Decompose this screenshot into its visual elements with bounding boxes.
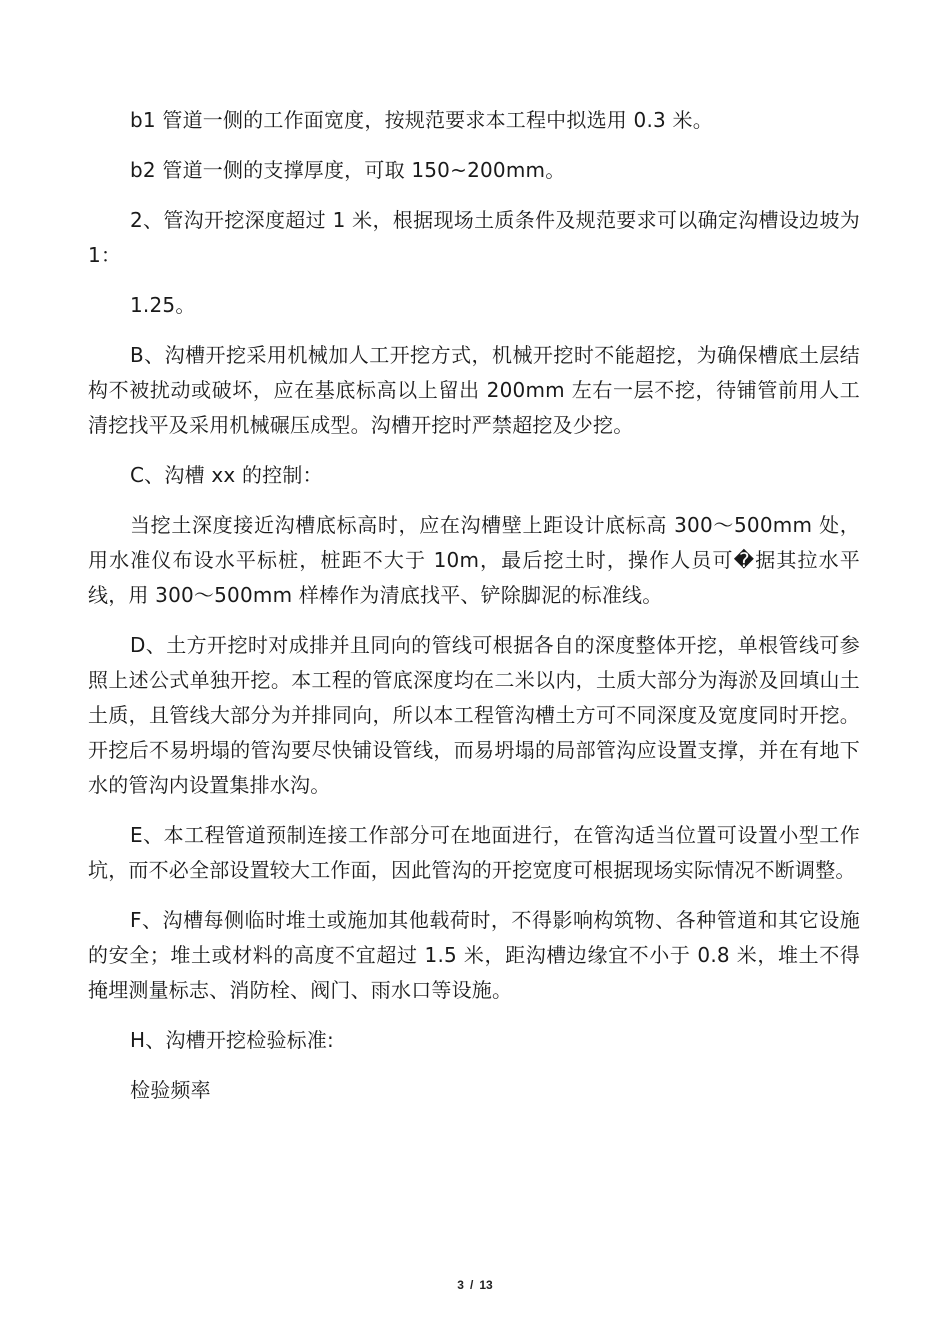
paragraph-inspection-frequency: 检验频率 — [130, 1078, 211, 1102]
document-body — [88, 103, 860, 1108]
page-separator: / — [469, 1278, 474, 1292]
paragraph-e: E、本工程管道预制连接工作部分可在地面进行，在管沟适当位置可设置小型工作坑，而不必全部设置较大工作面，因此管沟的开挖宽度可根据现场实际情况不断调整。 — [88, 823, 860, 882]
paragraph-c-detail: 当挖土深度接近沟槽底标高时，应在沟槽壁上距设计底标高 300～500mm 处，用水准仪布设水平标桩，桩距不大于 10m，最后挖土时，操作人员可�据其拉水平线，用 300～500mm 样棒作为清底找平、铲除脚泥的标准线。 — [88, 513, 860, 607]
paragraph-b2: b2 管道一侧的支撑厚度，可取 150~200mm。 — [130, 158, 566, 182]
total-pages: 13 — [479, 1278, 493, 1292]
paragraph-h: H、沟槽开挖检验标准: — [130, 1028, 334, 1052]
paragraph-d: D、土方开挖时对成排并且同向的管线可根据各自的深度整体开挖，单根管线可参照上述公式单独开挖。本工程的管底深度均在二米以内，土质大部分为海淤及回填山土土质，且管线大部分为并排同向，所以本工程管沟槽土方可不同深度及宽度同时开挖。开挖后不易坍塌的管沟要尽快铺设管线，而易坍塌的局部管沟应设置支撑，并在有地下水的管沟内设置集排水沟。 — [88, 633, 860, 797]
paragraph-slope-ratio: 1.25。 — [130, 293, 196, 317]
page-number — [0, 1278, 950, 1292]
paragraph-c: C、沟槽 xx 的控制： — [130, 463, 323, 487]
paragraph-b1: b1 管道一侧的工作面宽度，按规范要求本工程中拟选用 0.3 米。 — [130, 108, 713, 132]
paragraph-f: F、沟槽每侧临时堆土或施加其他载荷时，不得影响构筑物、各种管道和其它设施的安全；堆土或材料的高度不宜超过 1.5 米，距沟槽边缘宜不小于 0.8 米，堆土不得掩埋测量标志、消防栓、阀门、雨水口等设施。 — [88, 908, 860, 1002]
current-page: 3 — [457, 1278, 464, 1292]
paragraph-b: B、沟槽开挖采用机械加人工开挖方式，机械开挖时不能超挖，为确保槽底土层结构不被扰动或破坏，应在基底标高以上留出 200mm 左右一层不挖，待铺管前用人工清挖找平及采用机械碾压成型。沟槽开挖时严禁超挖及少挖。 — [88, 343, 860, 437]
paragraph-2: 2、管沟开挖深度超过 1 米，根据现场土质条件及规范要求可以确定沟槽设边坡为 1： — [88, 208, 860, 267]
